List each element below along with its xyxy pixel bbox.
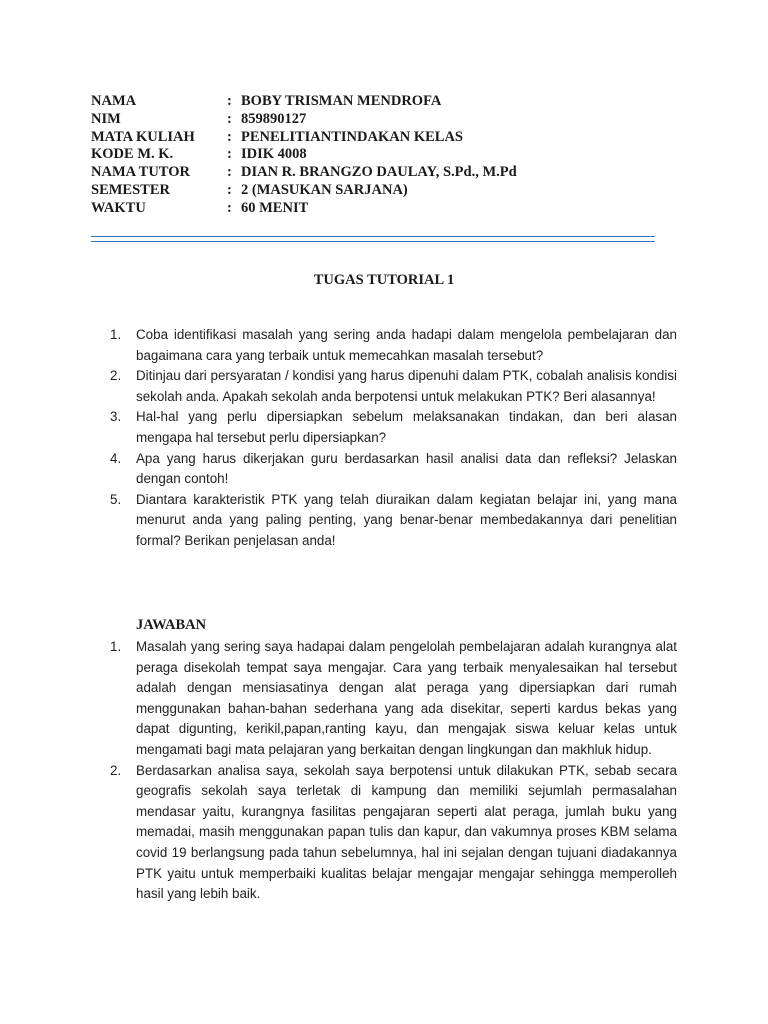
question-number: 4. [110,450,122,466]
header-value: BOBY TRISMAN MENDROFA [241,93,442,109]
answer-text: Berdasarkan analisa saya, sekolah saya berpotensi untuk dilakukan PTK, sebab secara geografis sekolah saya terletak di kampung dan memiliki sejumlah permasalahan mendasar yaitu, kurangnya fasilitas pengajaran seperti alat peraga, jumlah buku yang memadai, masih menggunakan papan tulis dan kapur, dan vakumnya proses KBM selama covid 19 berlangsung pada tahun sebelumnya, hal ini sejalan dengan tujuani diadakannya PTK yaitu untuk memperbaiki kualitas belajar mengajar mengajar sehingga memperolleh hasil yang lebih baik. [136,762,677,902]
question-text: Coba identifikasi masalah yang sering anda hadapi dalam mengelola pembelajaran dan bagaimana cara yang terbaik untuk memecahkan masalah tersebut? [136,327,677,363]
header-row-nim [91,111,517,129]
answer-list [110,637,677,905]
answer-number: 2. [110,762,122,778]
question-text: Diantara karakteristik PTK yang telah diuraikan dalam kegiatan belajar ini, yang mana menurut anda yang paling penting, yang benar-benar membedakannya dari penelitian formal? Berikan penjelasan anda! [136,491,677,548]
header-label: MATA KULIAH [91,128,195,145]
header-label: WAKTU [91,199,146,216]
question-item [110,407,677,448]
header-colon: : [227,199,232,216]
answer-number: 1. [110,639,122,654]
question-item [110,449,677,490]
header-row-nama-tutor [91,164,517,182]
question-item [110,366,677,407]
header-row-kode-mk [91,146,517,164]
header-row-nama [91,93,517,111]
header-row-mata-kuliah [91,129,517,147]
header-row-semester [91,182,517,200]
header-colon: : [227,110,232,127]
header-value: PENELITIANTINDAKAN KELAS [241,128,463,145]
header-label: SEMESTER [91,181,170,198]
header-colon: : [227,146,232,163]
answer-text: Masalah yang sering saya hadapai dalam pengelolah pembelajaran adalah kurangnya alat peraga disekolah tempat saya mengajar. Cara yang terbaik menyalesaikan hal tersebut adalah dengan mensiasatinya dengan alat peraga yang dipersiapkan dari rumah menggunakan bahan-bahan sederhana yang ada disekitar, seperti kardus bekas yang dapat digunting, kerikil,papan,ranting kayu, dan mengajak siswa keluar kelas untuk mengamati bagi mata pelajaran yang berkaitan dengan lingkungan dan makhluk hidup. [136,639,677,757]
header-divider-line [91,236,655,237]
header-colon: : [227,128,232,145]
header-label: NAMA [91,93,137,109]
question-number: 2. [110,368,122,384]
question-text: Ditinjau dari persyaratan / kondisi yang harus dipenuhi dalam PTK, cobalah analisis kondisi sekolah anda. Apakah sekolah anda berpotensi untuk melakukan PTK? Beri alasannya! [136,368,677,404]
header-value: DIAN R. BRANGZO DAULAY, S.Pd., M.Pd [241,164,517,181]
answer-item [110,637,677,761]
identity-header [91,93,517,218]
question-item [110,325,677,366]
answer-item [110,761,677,905]
header-divider-line [91,241,655,242]
header-colon: : [227,164,232,181]
header-value: 2 (MASUKAN SARJANA) [241,181,408,198]
page-title: TUGAS TUTORIAL 1 [313,272,455,288]
question-text: Hal-hal yang perlu dipersiapkan sebelum melaksanakan tindakan, dan beri alasan mengapa hal tersebut perlu dipersiapkan? [136,409,677,445]
header-label: KODE M. K. [91,146,174,163]
question-item [110,490,677,552]
question-text: Apa yang harus dikerjakan guru berdasarkan hasil analisi data dan refleksi? Jelaskan dengan contoh! [136,450,677,487]
header-label: NAMA TUTOR [91,164,190,181]
question-number: 1. [110,327,122,342]
question-number: 5. [110,491,122,507]
header-value: 60 MENIT [241,199,309,216]
header-value: 859890127 [241,110,307,127]
header-colon: : [227,93,232,109]
header-label: NIM [91,110,121,127]
question-list [110,325,677,552]
header-row-waktu [91,200,517,218]
answers-heading: JAWABAN [136,617,207,633]
header-value: IDIK 4008 [241,146,307,163]
question-number: 3. [110,409,122,425]
header-colon: : [227,181,232,198]
